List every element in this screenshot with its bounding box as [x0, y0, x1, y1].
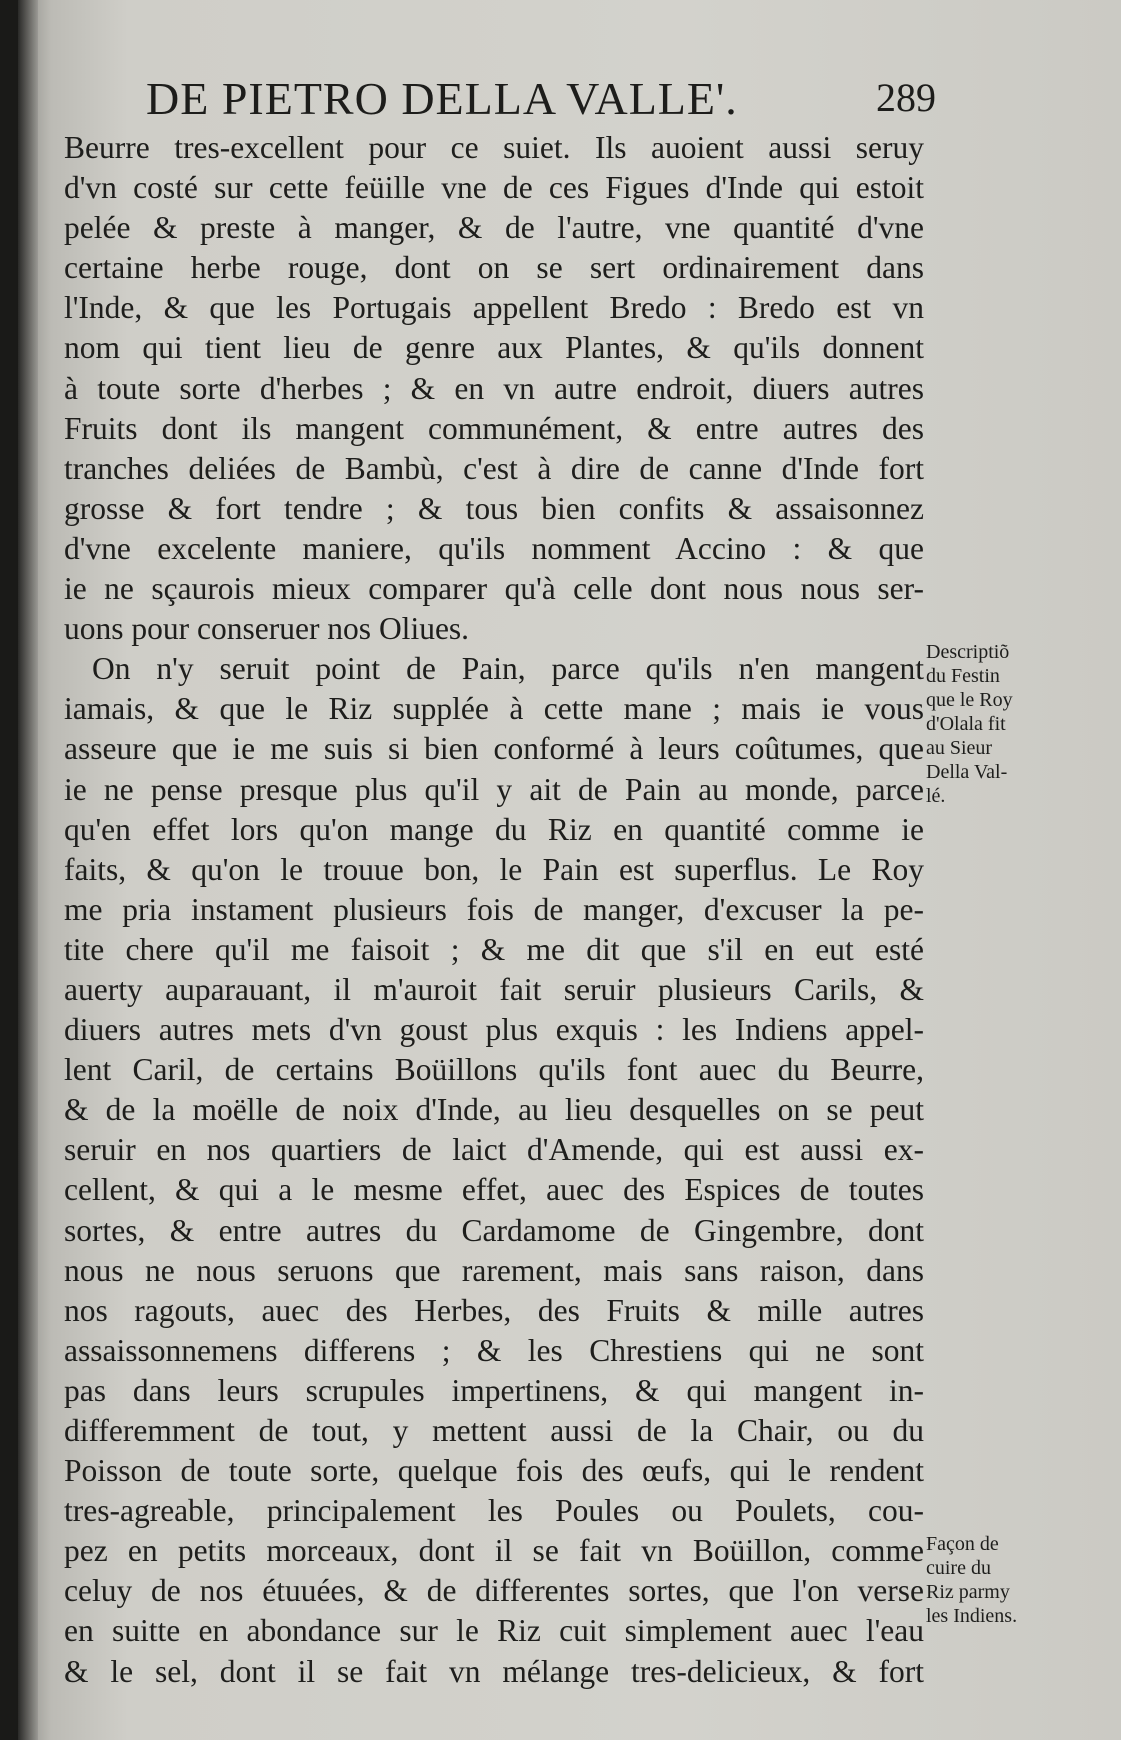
text-line: diuers autres mets d'vn goust plus exquis : les Indiens appel-	[64, 1012, 924, 1048]
text-line: Poisson de toute sorte, quelque fois des œufs, qui le rendent	[64, 1453, 924, 1489]
text-line: & le sel, dont il se fait vn mélange tres-delicieux, & fort	[64, 1653, 924, 1689]
marginal-line: lé.	[926, 785, 946, 807]
text-line: uons pour conseruer nos Oliues.	[64, 611, 470, 647]
body-text	[64, 128, 924, 1692]
text-line: pelée & preste à manger, & de l'autre, vne quantité d'vne	[64, 210, 924, 246]
page-number: 289	[876, 75, 936, 120]
text-line: d'vne excelente maniere, qu'ils nomment Accino : & que	[64, 530, 924, 566]
text-line: Fruits dont ils mangent communément, & entre autres des	[64, 410, 924, 446]
text-line: en suitte en abondance sur le Riz cuit simplement auec l'eau	[64, 1613, 924, 1649]
marginal-line: du Festin	[926, 665, 1000, 687]
page-gutter	[18, 0, 38, 1740]
text-line: pas dans leurs scrupules impertinens, & qui mangent in-	[64, 1372, 924, 1408]
marginal-line: Della Val-	[926, 761, 1008, 783]
text-line: auerty auparauant, il m'auroit fait seruir plusieurs Carils, &	[64, 971, 924, 1007]
text-line: nous ne nous seruons que rarement, mais sans raison, dans	[64, 1252, 924, 1288]
text-line: nos ragouts, auec des Herbes, des Fruits & mille autres	[64, 1292, 924, 1328]
text-line: seruir en nos quartiers de laict d'Amende, qui est aussi ex-	[64, 1132, 924, 1168]
text-line: me pria instament plusieurs fois de manger, d'excuser la pe-	[64, 891, 924, 927]
running-head: DE PIETRO DELLA VALLE'.	[146, 73, 738, 124]
marginal-line: Façon de	[926, 1533, 999, 1555]
text-line: tranches deliées de Bambù, c'est à dire de canne d'Inde fort	[64, 450, 924, 486]
page-header	[146, 72, 936, 132]
text-line: On n'y seruit point de Pain, parce qu'ils n'en mangent	[92, 651, 924, 687]
text-line: d'vn costé sur cette feüille vne de ces Figues d'Inde qui estoit	[64, 170, 924, 206]
text-line: ie ne pense presque plus qu'il y ait de Pain au monde, parce	[64, 771, 924, 807]
text-line: tres-agreable, principalement les Poules ou Poulets, cou-	[64, 1493, 924, 1529]
marginal-line: Descriptiõ	[926, 641, 1010, 663]
text-line: tite chere qu'il me faisoit ; & me dit que s'il en eut esté	[64, 931, 924, 967]
marginal-line: Riz parmy	[926, 1581, 1010, 1603]
marginal-line: cuire du	[926, 1557, 991, 1579]
marginal-line: que le Roy	[926, 689, 1013, 711]
marginal-line: au Sieur	[926, 737, 993, 759]
text-line: differemment de tout, y mettent aussi de la Chair, ou du	[64, 1413, 924, 1448]
book-page	[18, 0, 1121, 1740]
text-line: nom qui tient lieu de genre aux Plantes, & qu'ils donnent	[64, 330, 924, 366]
text-line: celuy de nos étuuées, & de differentes sortes, que l'on verse	[64, 1573, 924, 1609]
text-line: l'Inde, & que les Portugais appellent Bredo : Bredo est vn	[64, 290, 924, 326]
marginal-line: les Indiens.	[926, 1605, 1018, 1627]
text-line: & de la moëlle de noix d'Inde, au lieu desquelles on se peut	[64, 1092, 924, 1128]
marginal-note-festin	[926, 640, 1076, 808]
text-line: cellent, & qui a le mesme effet, auec des Espices de toutes	[64, 1172, 924, 1208]
text-line: qu'en effet lors qu'on mange du Riz en quantité comme ie	[64, 811, 924, 847]
text-line: sortes, & entre autres du Cardamome de Gingembre, dont	[64, 1212, 924, 1248]
marginal-line: d'Olala fit	[926, 713, 1006, 735]
text-line: assaissonnemens differens ; & les Chrestiens qui ne sont	[64, 1332, 924, 1368]
text-line: ie ne sçaurois mieux comparer qu'à celle dont nous nous ser-	[64, 571, 924, 607]
text-line: à toute sorte d'herbes ; & en vn autre endroit, diuers autres	[64, 370, 924, 406]
text-line: lent Caril, de certains Boüillons qu'ils font auec du Beurre,	[64, 1052, 924, 1088]
text-line: certaine herbe rouge, dont on se sert ordinairement dans	[64, 250, 924, 286]
text-line: grosse & fort tendre ; & tous bien confits & assaisonnez	[64, 490, 924, 526]
text-line: pez en petits morceaux, dont il se fait vn Boüillon, comme	[64, 1533, 924, 1569]
text-line: Beurre tres-excellent pour ce suiet. Ils auoient aussi seruy	[64, 130, 924, 165]
text-line: iamais, & que le Riz supplée à cette mane ; mais ie vous	[64, 691, 924, 727]
text-line: faits, & qu'on le trouue bon, le Pain est superflus. Le Roy	[64, 851, 924, 887]
marginal-note-riz	[926, 1532, 1076, 1628]
text-line: asseure que ie me suis si bien conformé à leurs coûtumes, que	[64, 731, 924, 767]
